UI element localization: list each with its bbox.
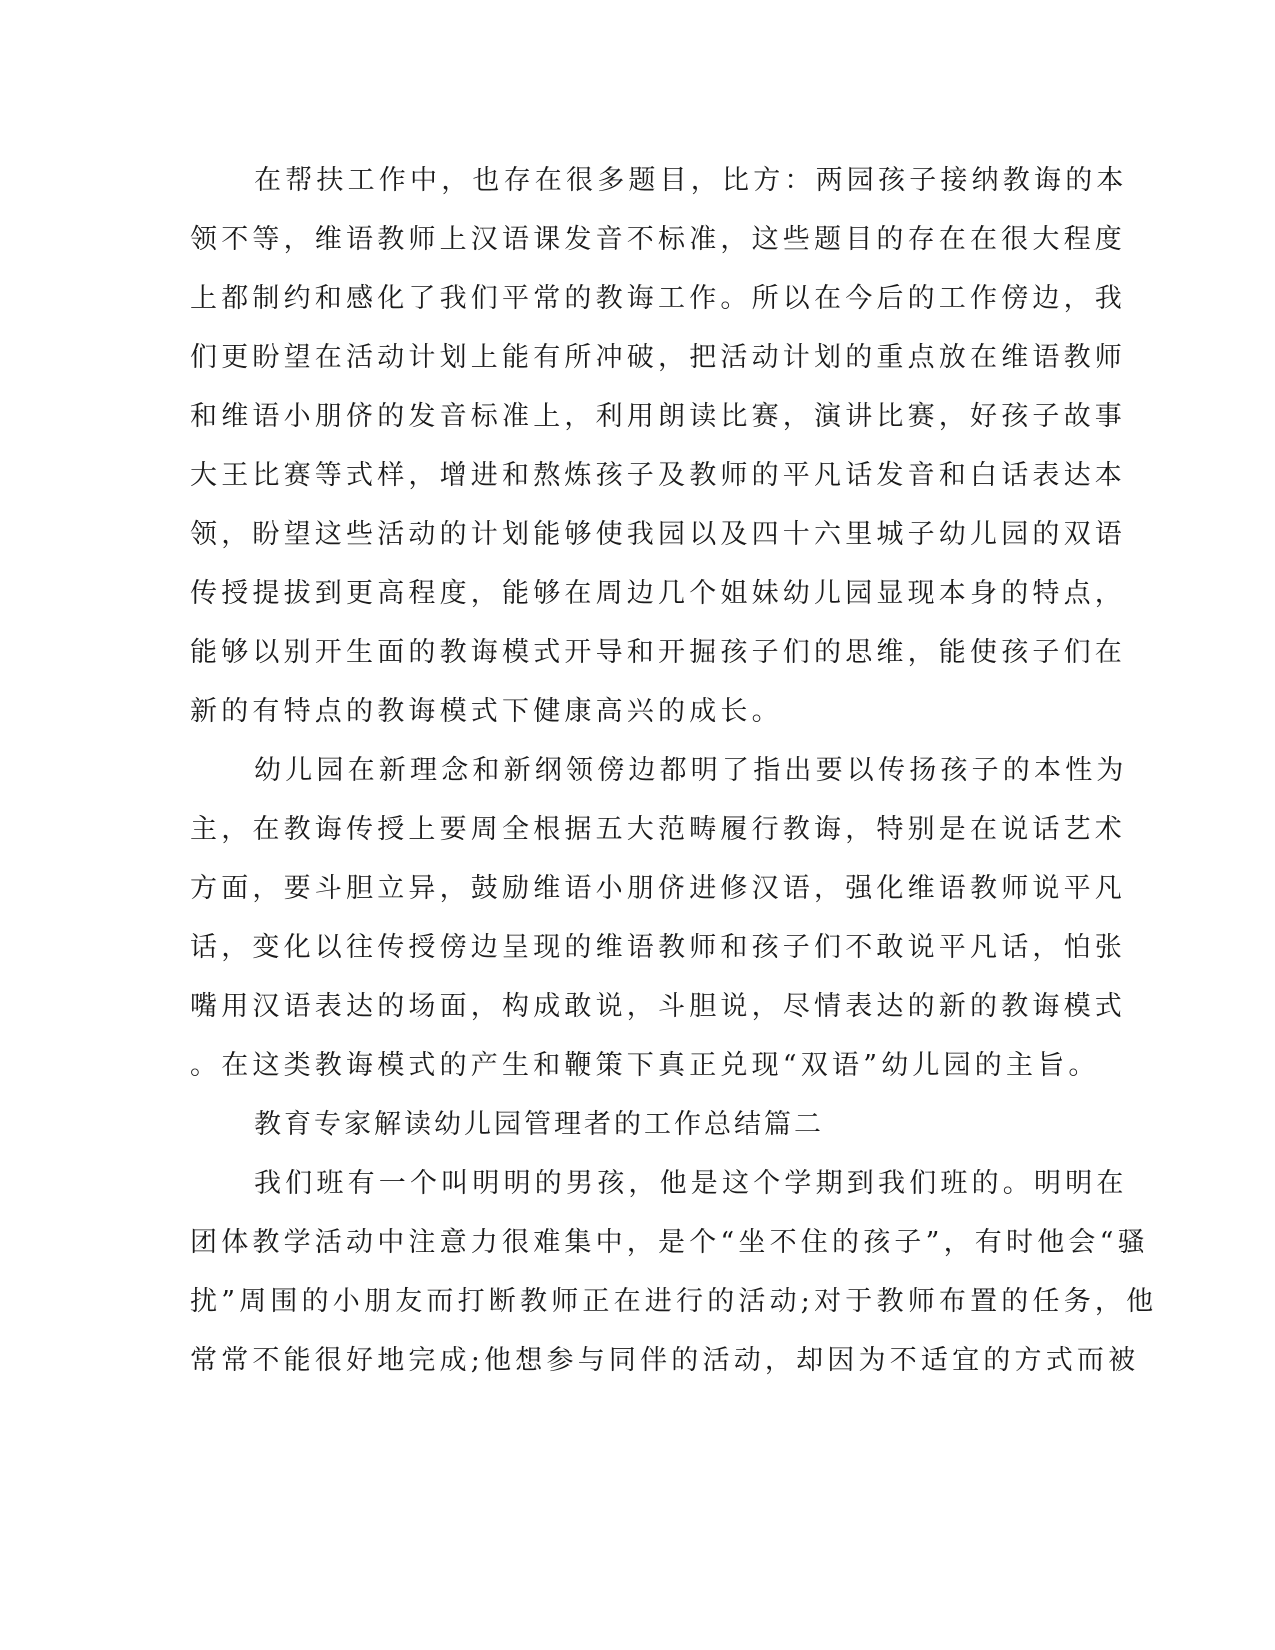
paragraph-1-line-2: 领不等，维语教师上汉语课发音不标准，这些题目的存在在很大程度 [190,224,1126,255]
paragraph-2-line-3: 方面，要斗胆立异，鼓励维语小朋侪进修汉语，强化维语教师说平凡 [190,873,1126,904]
paragraph-3-line-1: 我们班有一个叫明明的男孩，他是这个学期到我们班的。明明在 [254,1168,1128,1199]
paragraph-1-line-10: 新的有特点的教诲模式下健康高兴的成长。 [190,696,783,727]
paragraph-1-line-1: 在帮扶工作中，也存在很多题目，比方：两园孩子接纳教诲的本 [254,165,1128,196]
paragraph-1-line-9: 能够以别开生面的教诲模式开导和开掘孩子们的思维，能使孩子们在 [190,637,1126,668]
paragraph-3-line-4: 常常不能很好地完成;他想参与同伴的活动，却因为不适宜的方式而被 [190,1345,1140,1376]
paragraph-2-line-1: 幼儿园在新理念和新纲领傍边都明了指出要以传扬孩子的本性为 [254,755,1128,786]
paragraph-3-line-3: 扰”周围的小朋友而打断教师正在进行的活动;对于教师布置的任务，他 [190,1286,1158,1317]
paragraph-1-line-5: 和维语小朋侪的发音标准上，利用朗读比赛，演讲比赛，好孩子故事 [190,401,1126,432]
paragraph-1-line-4: 们更盼望在活动计划上能有所冲破，把活动计划的重点放在维语教师 [190,342,1126,373]
section-heading: 教育专家解读幼儿园管理者的工作总结篇二 [254,1109,824,1140]
paragraph-2-line-5: 嘴用汉语表达的场面，构成敢说，斗胆说，尽情表达的新的教诲模式 [190,991,1126,1022]
paragraph-2-line-4: 话，变化以往传授傍边呈现的维语教师和孩子们不敢说平凡话，怕张 [190,932,1126,963]
paragraph-1-line-6: 大王比赛等式样，增进和熬炼孩子及教师的平凡话发音和白话表达本 [190,460,1126,491]
paragraph-2-line-2: 主，在教诲传授上要周全根据五大范畴履行教诲，特别是在说话艺术 [190,814,1126,845]
paragraph-1-line-7: 领，盼望这些活动的计划能够使我园以及四十六里城子幼儿园的双语 [190,519,1126,550]
paragraph-1-line-8: 传授提拔到更高程度，能够在周边几个姐妹幼儿园显现本身的特点， [190,578,1126,609]
paragraph-1-line-3: 上都制约和感化了我们平常的教诲工作。所以在今后的工作傍边，我 [190,283,1126,314]
paragraph-2-line-6: 。在这类教诲模式的产生和鞭策下真正兑现“双语”幼儿园的主旨。 [190,1050,1100,1081]
paragraph-3-line-2: 团体教学活动中注意力很难集中，是个“坐不住的孩子”，有时他会“骚 [190,1227,1149,1258]
